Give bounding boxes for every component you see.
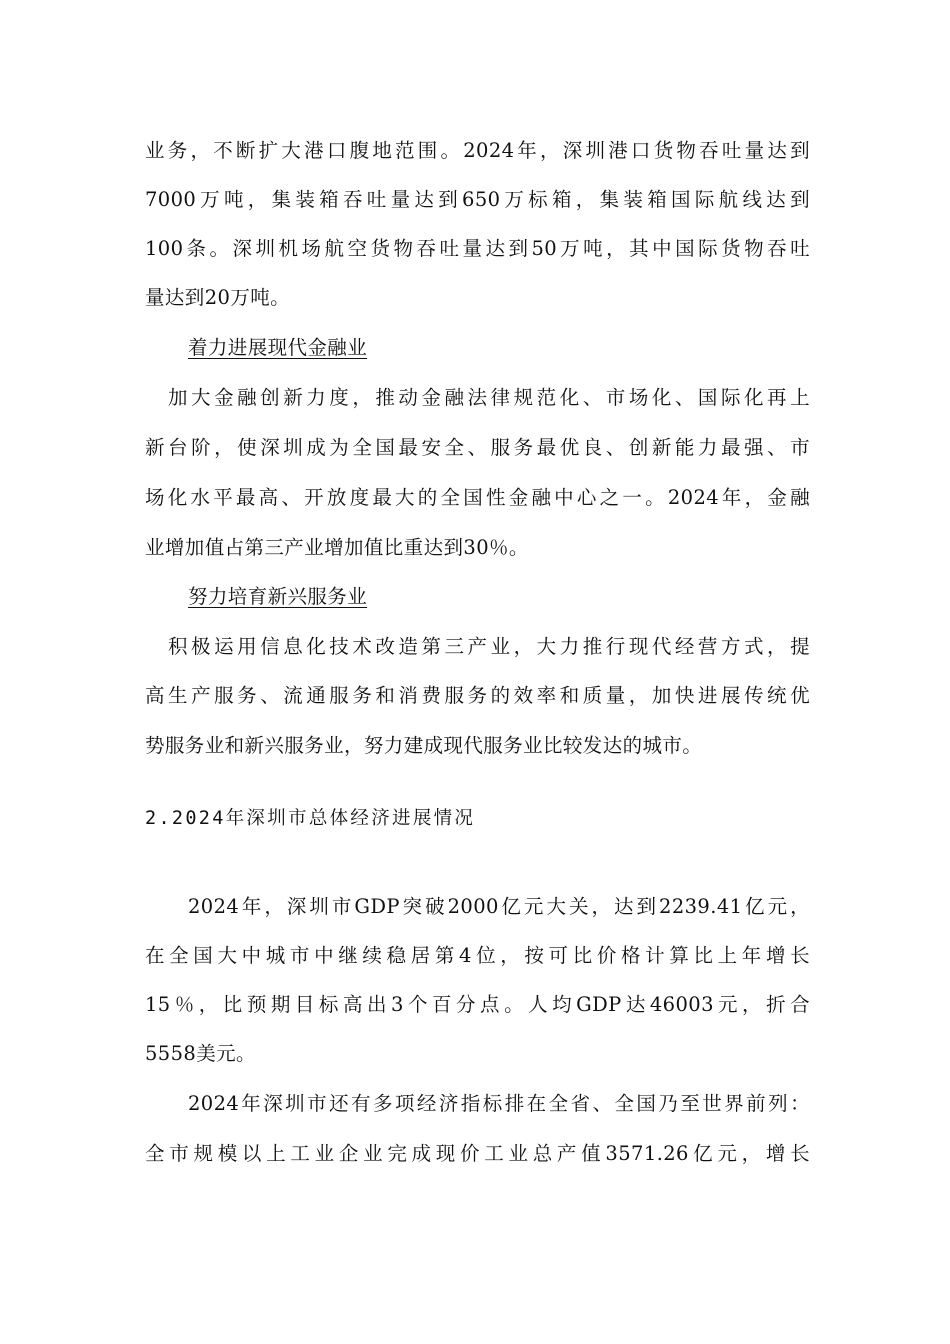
paragraph-line: 2024年，深圳市GDP突破2000亿元大关，达到2239.41亿元，: [188, 895, 810, 918]
paragraph-line: 势服务业和新兴服务业，努力建成现代服务业比较发达的城市。: [145, 734, 703, 757]
paragraph-line: 场化水平最高、开放度最大的全国性金融中心之一。2024年，金融: [145, 486, 810, 509]
paragraph-line: 5558美元。: [145, 1042, 256, 1065]
paragraph-line: 100条。深圳机场航空货物吞吐量达到50万吨，其中国际货物吞吐: [145, 237, 810, 260]
paragraph-line: 15％，比预期目标高出3个百分点。人均GDP达46003元，折合: [145, 993, 810, 1016]
paragraph-line: 积极运用信息化技术改造第三产业，大力推行现代经营方式，提: [168, 635, 810, 658]
section-subheading-finance: 着力进展现代金融业: [188, 336, 368, 359]
paragraph-line: 量达到20万吨。: [145, 286, 291, 309]
paragraph-line: 高生产服务、流通服务和消费服务的效率和质量，加快进展传统优: [145, 684, 810, 707]
paragraph-line: 2024年深圳市还有多项经济指标排在全省、全国乃至世界前列：: [188, 1092, 810, 1115]
section-heading: 2.2024年深圳市总体经济进展情况: [145, 808, 476, 829]
paragraph-line: 业增加值占第三产业增加值比重达到30％。: [145, 536, 529, 559]
section-subheading-emerging-services: 努力培育新兴服务业: [188, 585, 368, 608]
paragraph-line: 新台阶，使深圳成为全国最安全、服务最优良、创新能力最强、市: [145, 436, 810, 459]
paragraph-line: 业务，不断扩大港口腹地范围。2024年，深圳港口货物吞吐量达到: [145, 139, 810, 162]
paragraph-line: 全市规模以上工业企业完成现价工业总产值3571.26亿元，增长: [145, 1142, 810, 1165]
paragraph-line: 加大金融创新力度，推动金融法律规范化、市场化、国际化再上: [168, 386, 810, 409]
paragraph-line: 7000万吨，集装箱吞吐量达到650万标箱，集装箱国际航线达到: [145, 188, 810, 211]
paragraph-line: 在全国大中城市中继续稳居第4位，按可比价格计算比上年增长: [145, 944, 810, 967]
